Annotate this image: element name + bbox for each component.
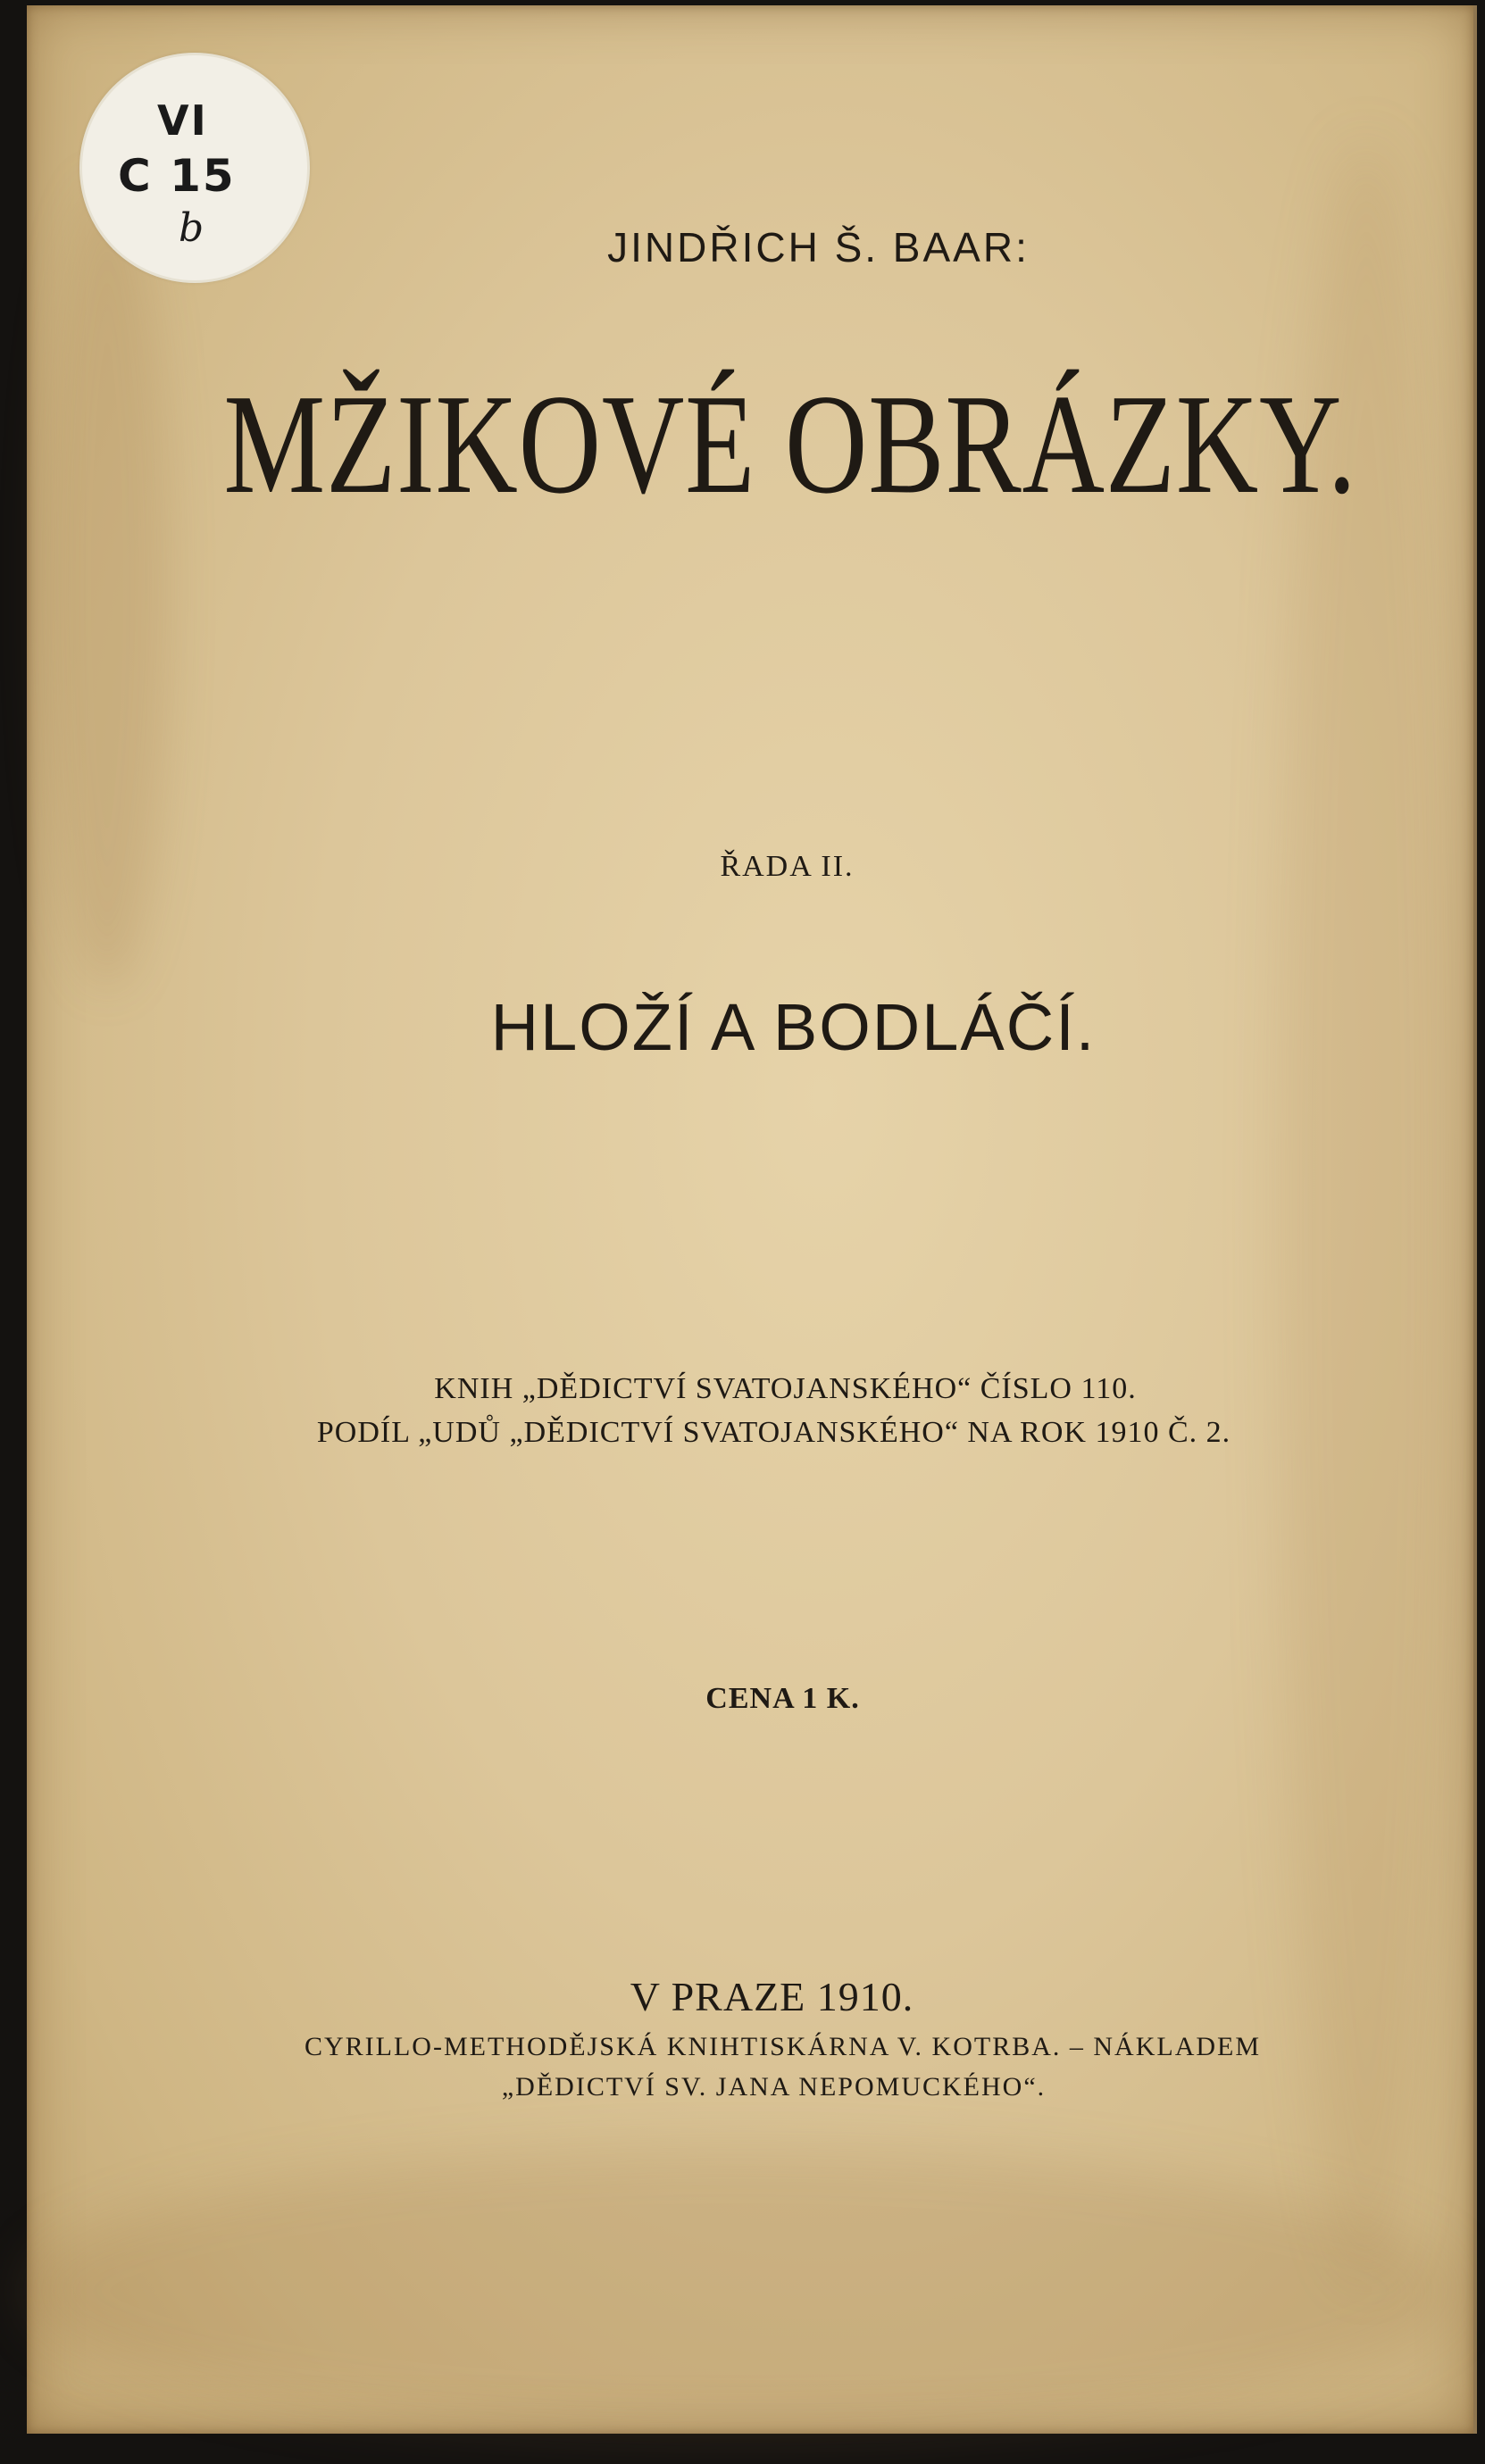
book-title: MŽIKOVÉ OBRÁZKY. bbox=[223, 364, 1357, 523]
book-subtitle: HLOŽÍ A BODLÁČÍ. bbox=[490, 990, 1097, 1064]
series-label: ŘADA II. bbox=[720, 850, 855, 883]
place-and-year: V PRAZE 1910. bbox=[630, 1974, 914, 2019]
author-name: JINDŘICH Š. BAAR: bbox=[607, 224, 1030, 271]
paper-stain bbox=[27, 2148, 1456, 2434]
printer-line: CYRILLO-METHODĚJSKÁ KNIHTISKÁRNA V. KOTRBA. – NÁKLADEM bbox=[304, 2032, 1262, 2061]
shelfmark-line-2: C 15 bbox=[118, 150, 236, 202]
publisher-line: „DĚDICTVÍ SV. JANA NEPOMUCKÉHO“. bbox=[501, 2072, 1047, 2102]
shelfmark-line-3: b bbox=[179, 205, 206, 251]
edition-info-line-1: KNIH „DĚDICTVÍ SVATOJANSKÉHO“ ČÍSLO 110. bbox=[434, 1372, 1137, 1405]
edition-info-line-2: PODÍL „UDŮ „DĚDICTVÍ SVATOJANSKÉHO“ NA ROK 1910 Č. 2. bbox=[316, 1416, 1231, 1449]
price-label: CENA 1 K. bbox=[705, 1682, 860, 1715]
shelfmark-line-1: VI bbox=[157, 96, 208, 145]
